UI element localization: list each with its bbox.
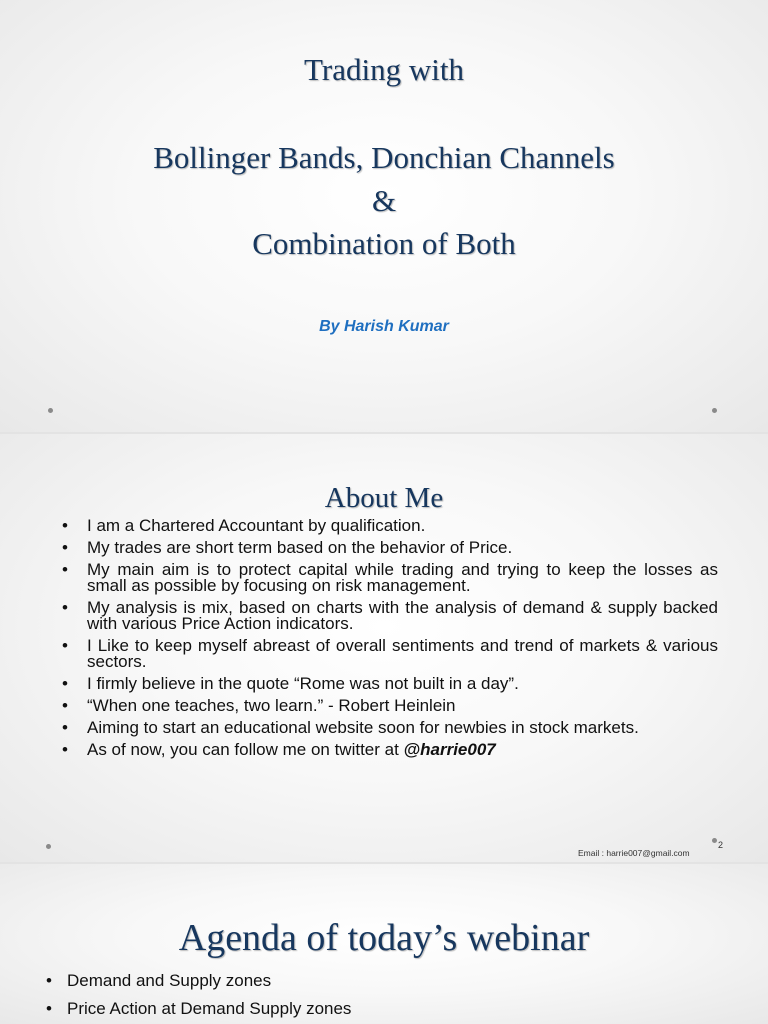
slide-title-line3: & — [371, 183, 397, 218]
list-item: • Aiming to start an educational website soon for newbies in stock markets. — [62, 720, 718, 736]
twitter-prefix-text: As of now, you can follow me on twitter at — [87, 740, 404, 759]
list-item: • My main aim is to protect capital while trading and trying to keep the losses as small as possible by focusing on risk management. — [62, 562, 718, 594]
about-me-slide — [0, 434, 768, 862]
about-me-heading: About Me — [324, 482, 444, 514]
email-footer: Email : harrie007@gmail.com — [578, 848, 690, 858]
slide-title-line2: Bollinger Bands, Donchian Channels — [153, 140, 615, 175]
slide-dot-left — [48, 408, 53, 413]
slide-dot-right — [712, 408, 717, 413]
list-item: • I am a Chartered Accountant by qualification. — [62, 518, 718, 534]
list-item: • My analysis is mix, based on charts with the analysis of demand & supply backed with various Price Action indicators. — [62, 600, 718, 632]
agenda-list — [46, 972, 702, 1024]
author-byline: By Harish Kumar — [319, 318, 449, 335]
slide-title-line4: Combination of Both — [252, 226, 516, 261]
title-slide — [0, 0, 768, 432]
slide-dot-right — [712, 838, 717, 843]
list-item: • My trades are short term based on the behavior of Price. — [62, 540, 718, 556]
list-item: • I Like to keep myself abreast of overall sentiments and trend of markets & various sectors. — [62, 638, 718, 670]
agenda-heading: Agenda of today’s webinar — [178, 917, 590, 959]
list-item-twitter — [62, 742, 718, 758]
about-me-list — [62, 518, 718, 764]
list-item: • Price Action at Demand Supply zones — [46, 1000, 702, 1018]
slide-title-block — [0, 136, 768, 265]
list-item: • I firmly believe in the quote “Rome was not built in a day”. — [62, 676, 718, 692]
list-item: • “When one teaches, two learn.” - Robert Heinlein — [62, 698, 718, 714]
twitter-handle-link[interactable]: @harrie007 — [403, 740, 496, 759]
page-number: 2 — [718, 840, 724, 850]
slide-dot-left — [46, 844, 51, 849]
slide-title-line1: Trading with — [304, 52, 464, 87]
agenda-slide — [0, 864, 768, 1024]
list-item: • Demand and Supply zones — [46, 972, 702, 990]
